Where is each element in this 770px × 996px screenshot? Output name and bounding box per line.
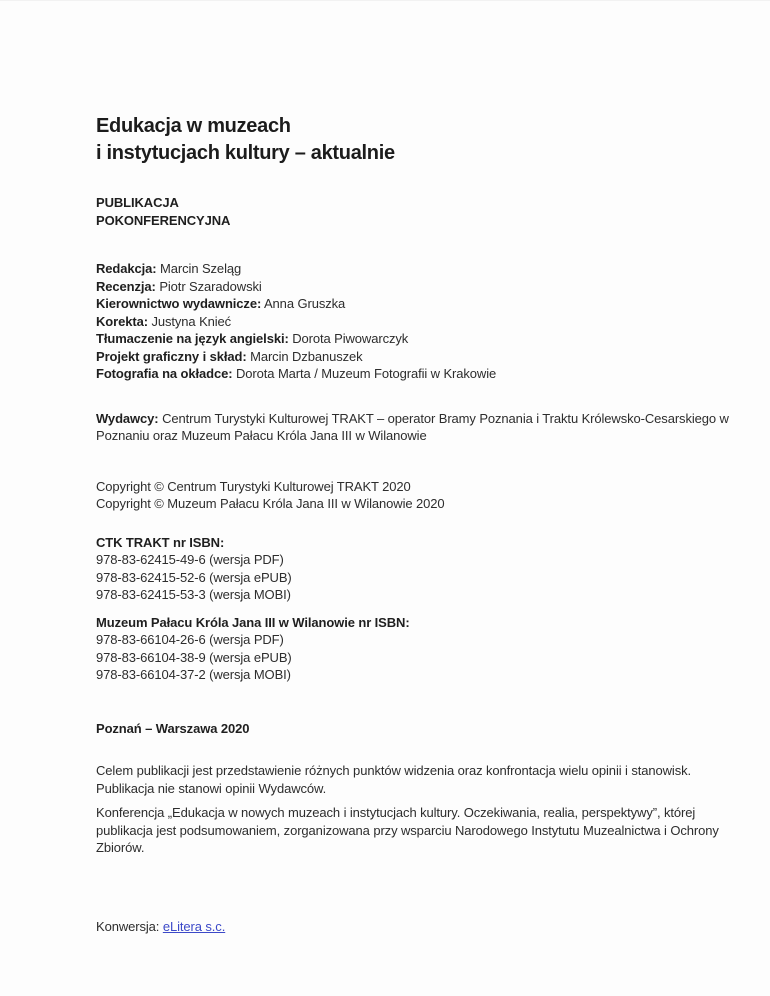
place-year: Poznań – Warszawa 2020: [96, 720, 250, 736]
imprint-content: [96, 113, 744, 935]
credit-row-projekt: [96, 348, 744, 366]
credit-value: Anna Gruszka: [263, 296, 346, 311]
title-line-2: i instytucjach kultury – aktualnie: [96, 142, 395, 164]
isbn-heading: Muzeum Pałacu Króla Jana III w Wilanowie nr ISBN:: [96, 614, 410, 630]
publication-type-line-1: PUBLIKACJA: [96, 195, 179, 210]
isbn-block-wilanow: [96, 614, 744, 684]
copyright-line-2: Copyright © Muzeum Pałacu Króla Jana III w Wilanowie 2020: [96, 496, 445, 511]
publication-type: [96, 194, 744, 230]
credit-label: Projekt graficzny i skład:: [96, 348, 247, 364]
credit-value: Piotr Szaradowski: [159, 278, 262, 294]
credit-label: Kierownictwo wydawnicze:: [96, 296, 262, 311]
disclaimer-paragraph: Celem publikacji jest przedstawienie różnych punktów widzenia oraz konfrontacja wielu opinii i stanowisk. Publikacja nie stanowi opinii Wydawców.: [96, 763, 692, 796]
credit-value: Dorota Piwowarczyk: [292, 331, 409, 346]
credit-row-redakcja: [96, 260, 744, 278]
isbn-item-pdf: 978-83-66104-26-6 (wersja PDF): [96, 632, 284, 647]
publication-type-line-2: POKONFERENCYJNA: [96, 213, 231, 228]
isbn-item-epub: 978-83-62415-52-6 (wersja ePUB): [96, 569, 292, 585]
isbn-item-mobi: 978-83-62415-53-3 (wersja MOBI): [96, 587, 291, 602]
conference-paragraph: Konferencja „Edukacja w nowych muzeach i instytucjach kultury. Oczekiwania, realia, perspektywy”, której publikacja jest podsumowaniem, zorganizowana przy wsparciu Narodowego Instytutu Muzealnictwa i Ochrony Zbiorów.: [96, 805, 719, 855]
conversion-line: [96, 918, 744, 936]
credit-row-tlumaczenie: [96, 330, 744, 348]
credit-value: Dorota Marta / Muzeum Fotografii w Krakowie: [236, 366, 497, 381]
credit-row-korekta: [96, 313, 744, 331]
credit-row-fotografia: [96, 365, 744, 383]
publishers-paragraph: [96, 410, 744, 445]
credit-label: Tłumaczenie na język angielski:: [96, 331, 289, 346]
conversion-label: Konwersja:: [96, 918, 160, 934]
elitera-link[interactable]: eLitera s.c.: [162, 918, 226, 934]
isbn-block-ctk-trakt: [96, 534, 744, 604]
isbn-heading: CTK TRAKT nr ISBN:: [96, 534, 225, 550]
credits-list: [96, 260, 744, 383]
copyright-line-1: Copyright © Centrum Turystyki Kulturowej TRAKT 2020: [96, 478, 411, 494]
credit-label: Recenzja:: [96, 278, 156, 294]
credit-value: Justyna Knieć: [151, 313, 232, 329]
isbn-item-pdf: 978-83-62415-49-6 (wersja PDF): [96, 552, 284, 567]
publishers-text: Centrum Turystyki Kulturowej TRAKT – operator Bramy Poznania i Traktu Królewsko-Cesarskiego w Poznaniu oraz Muzeum Pałacu Króla Jana III w Wilanowie: [96, 410, 729, 443]
credit-value: Marcin Szeląg: [160, 261, 242, 276]
credit-label: Redakcja:: [96, 261, 157, 276]
credit-label: Korekta:: [96, 313, 148, 329]
publishers-label: Wydawcy:: [96, 410, 159, 426]
title-line-1: Edukacja w muzeach: [96, 115, 291, 137]
copyright-block: [96, 478, 744, 513]
credit-value: Marcin Dzbanuszek: [250, 348, 363, 364]
credit-row-kierownictwo: [96, 295, 744, 313]
isbn-item-mobi: 978-83-66104-37-2 (wersja MOBI): [96, 667, 291, 682]
page-title: [96, 113, 744, 167]
isbn-item-epub: 978-83-66104-38-9 (wersja ePUB): [96, 649, 292, 665]
credit-row-recenzja: [96, 278, 744, 296]
credit-label: Fotografia na okładce:: [96, 366, 233, 381]
